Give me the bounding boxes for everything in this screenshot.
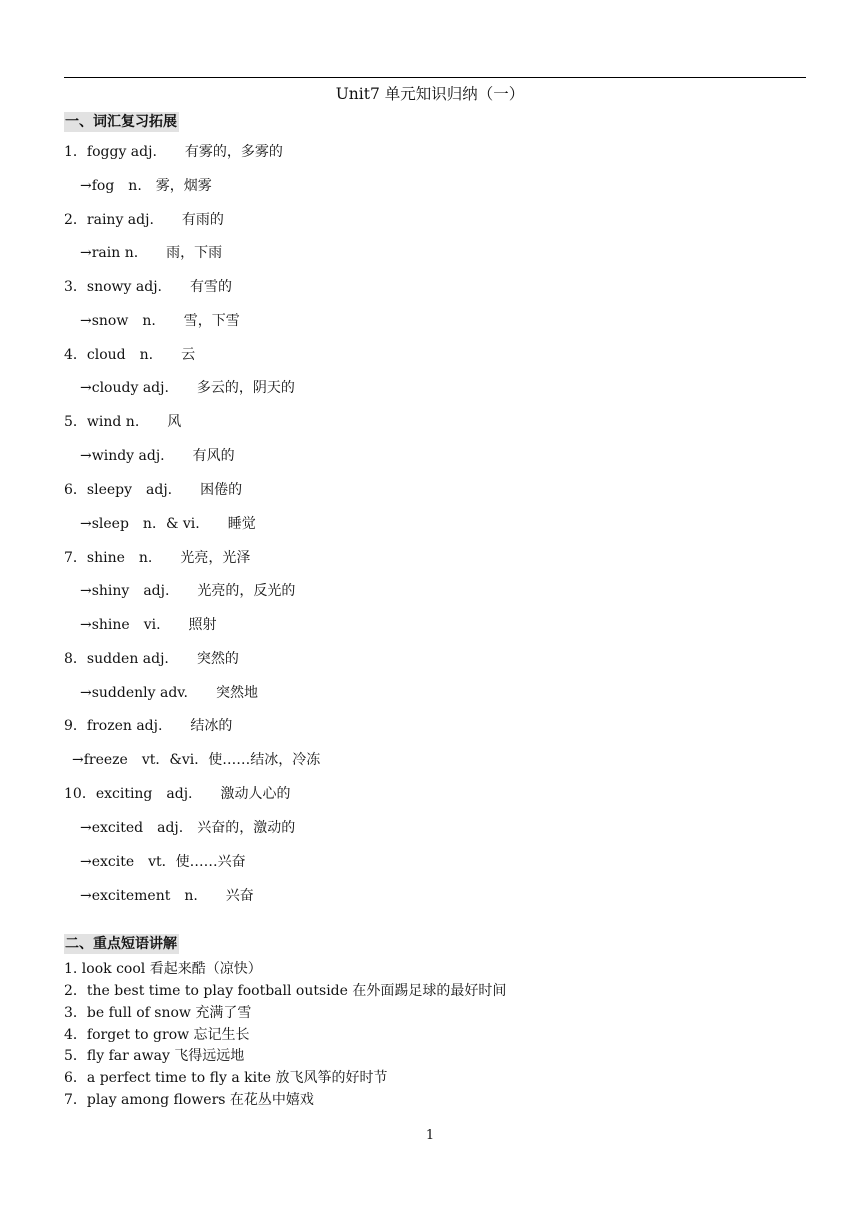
vocab-derivative: →rain n. 雨，下雨 [80,245,223,261]
page-number: 1 [425,1128,435,1143]
vocab-entry: 8．sudden adj. 突然的 [64,651,239,667]
vocab-derivative: →suddenly adv. 突然地 [80,685,259,701]
phrase-item: 1. look cool 看起来酷（凉快） [64,961,262,977]
vocab-entry: 2．rainy adj. 有雨的 [64,212,224,228]
vocab-derivative: →shine vi. 照射 [80,617,217,633]
header-rule [64,77,806,78]
vocab-derivative: →fog n. 雾，烟雾 [80,178,212,194]
vocab-entry: 5．wind n. 风 [64,414,182,430]
vocab-derivative: →freeze vt．&vi．使……结冰，冷冻 [72,752,321,768]
vocab-entry: 3．snowy adj. 有雪的 [64,279,232,295]
section-heading-vocabulary: 一、词汇复习拓展 [65,114,177,130]
phrase-item: 6．a perfect time to fly a kite 放飞风筝的好时节 [64,1070,388,1086]
phrase-item: 4．forget to grow 忘记生长 [64,1027,250,1043]
vocab-entry: 10．exciting adj. 激动人心的 [64,786,291,802]
phrase-item: 5．fly far away 飞得远远地 [64,1048,245,1064]
vocab-derivative: →excited adj. 兴奋的，激动的 [80,820,296,836]
phrase-item: 3．be full of snow 充满了雪 [64,1005,252,1021]
vocab-entry: 9．frozen adj. 结冰的 [64,718,233,734]
vocab-entry: 6．sleepy adj. 困倦的 [64,482,243,498]
phrase-item: 7．play among flowers 在花丛中嬉戏 [64,1092,314,1108]
vocab-derivative: →excitement n. 兴奋 [80,888,254,904]
vocab-derivative: →shiny adj. 光亮的，反光的 [80,583,296,599]
vocab-derivative: →cloudy adj. 多云的，阴天的 [80,380,295,396]
vocab-derivative: →excite vt．使……兴奋 [80,854,246,870]
document-title: Unit7 单元知识归纳（一） [335,85,525,103]
vocab-entry: 7．shine n. 光亮，光泽 [64,550,251,566]
vocab-derivative: →windy adj. 有风的 [80,448,235,464]
vocab-derivative: →sleep n．& vi. 睡觉 [80,516,256,532]
phrase-item: 2．the best time to play football outside 在外面踢足球的最好时间 [64,983,507,999]
vocab-entry: 1．foggy adj. 有雾的，多雾的 [64,144,283,160]
vocab-derivative: →snow n. 雪，下雪 [80,313,240,329]
section-heading-phrases: 二、重点短语讲解 [65,936,177,952]
vocab-entry: 4．cloud n. 云 [64,347,196,363]
